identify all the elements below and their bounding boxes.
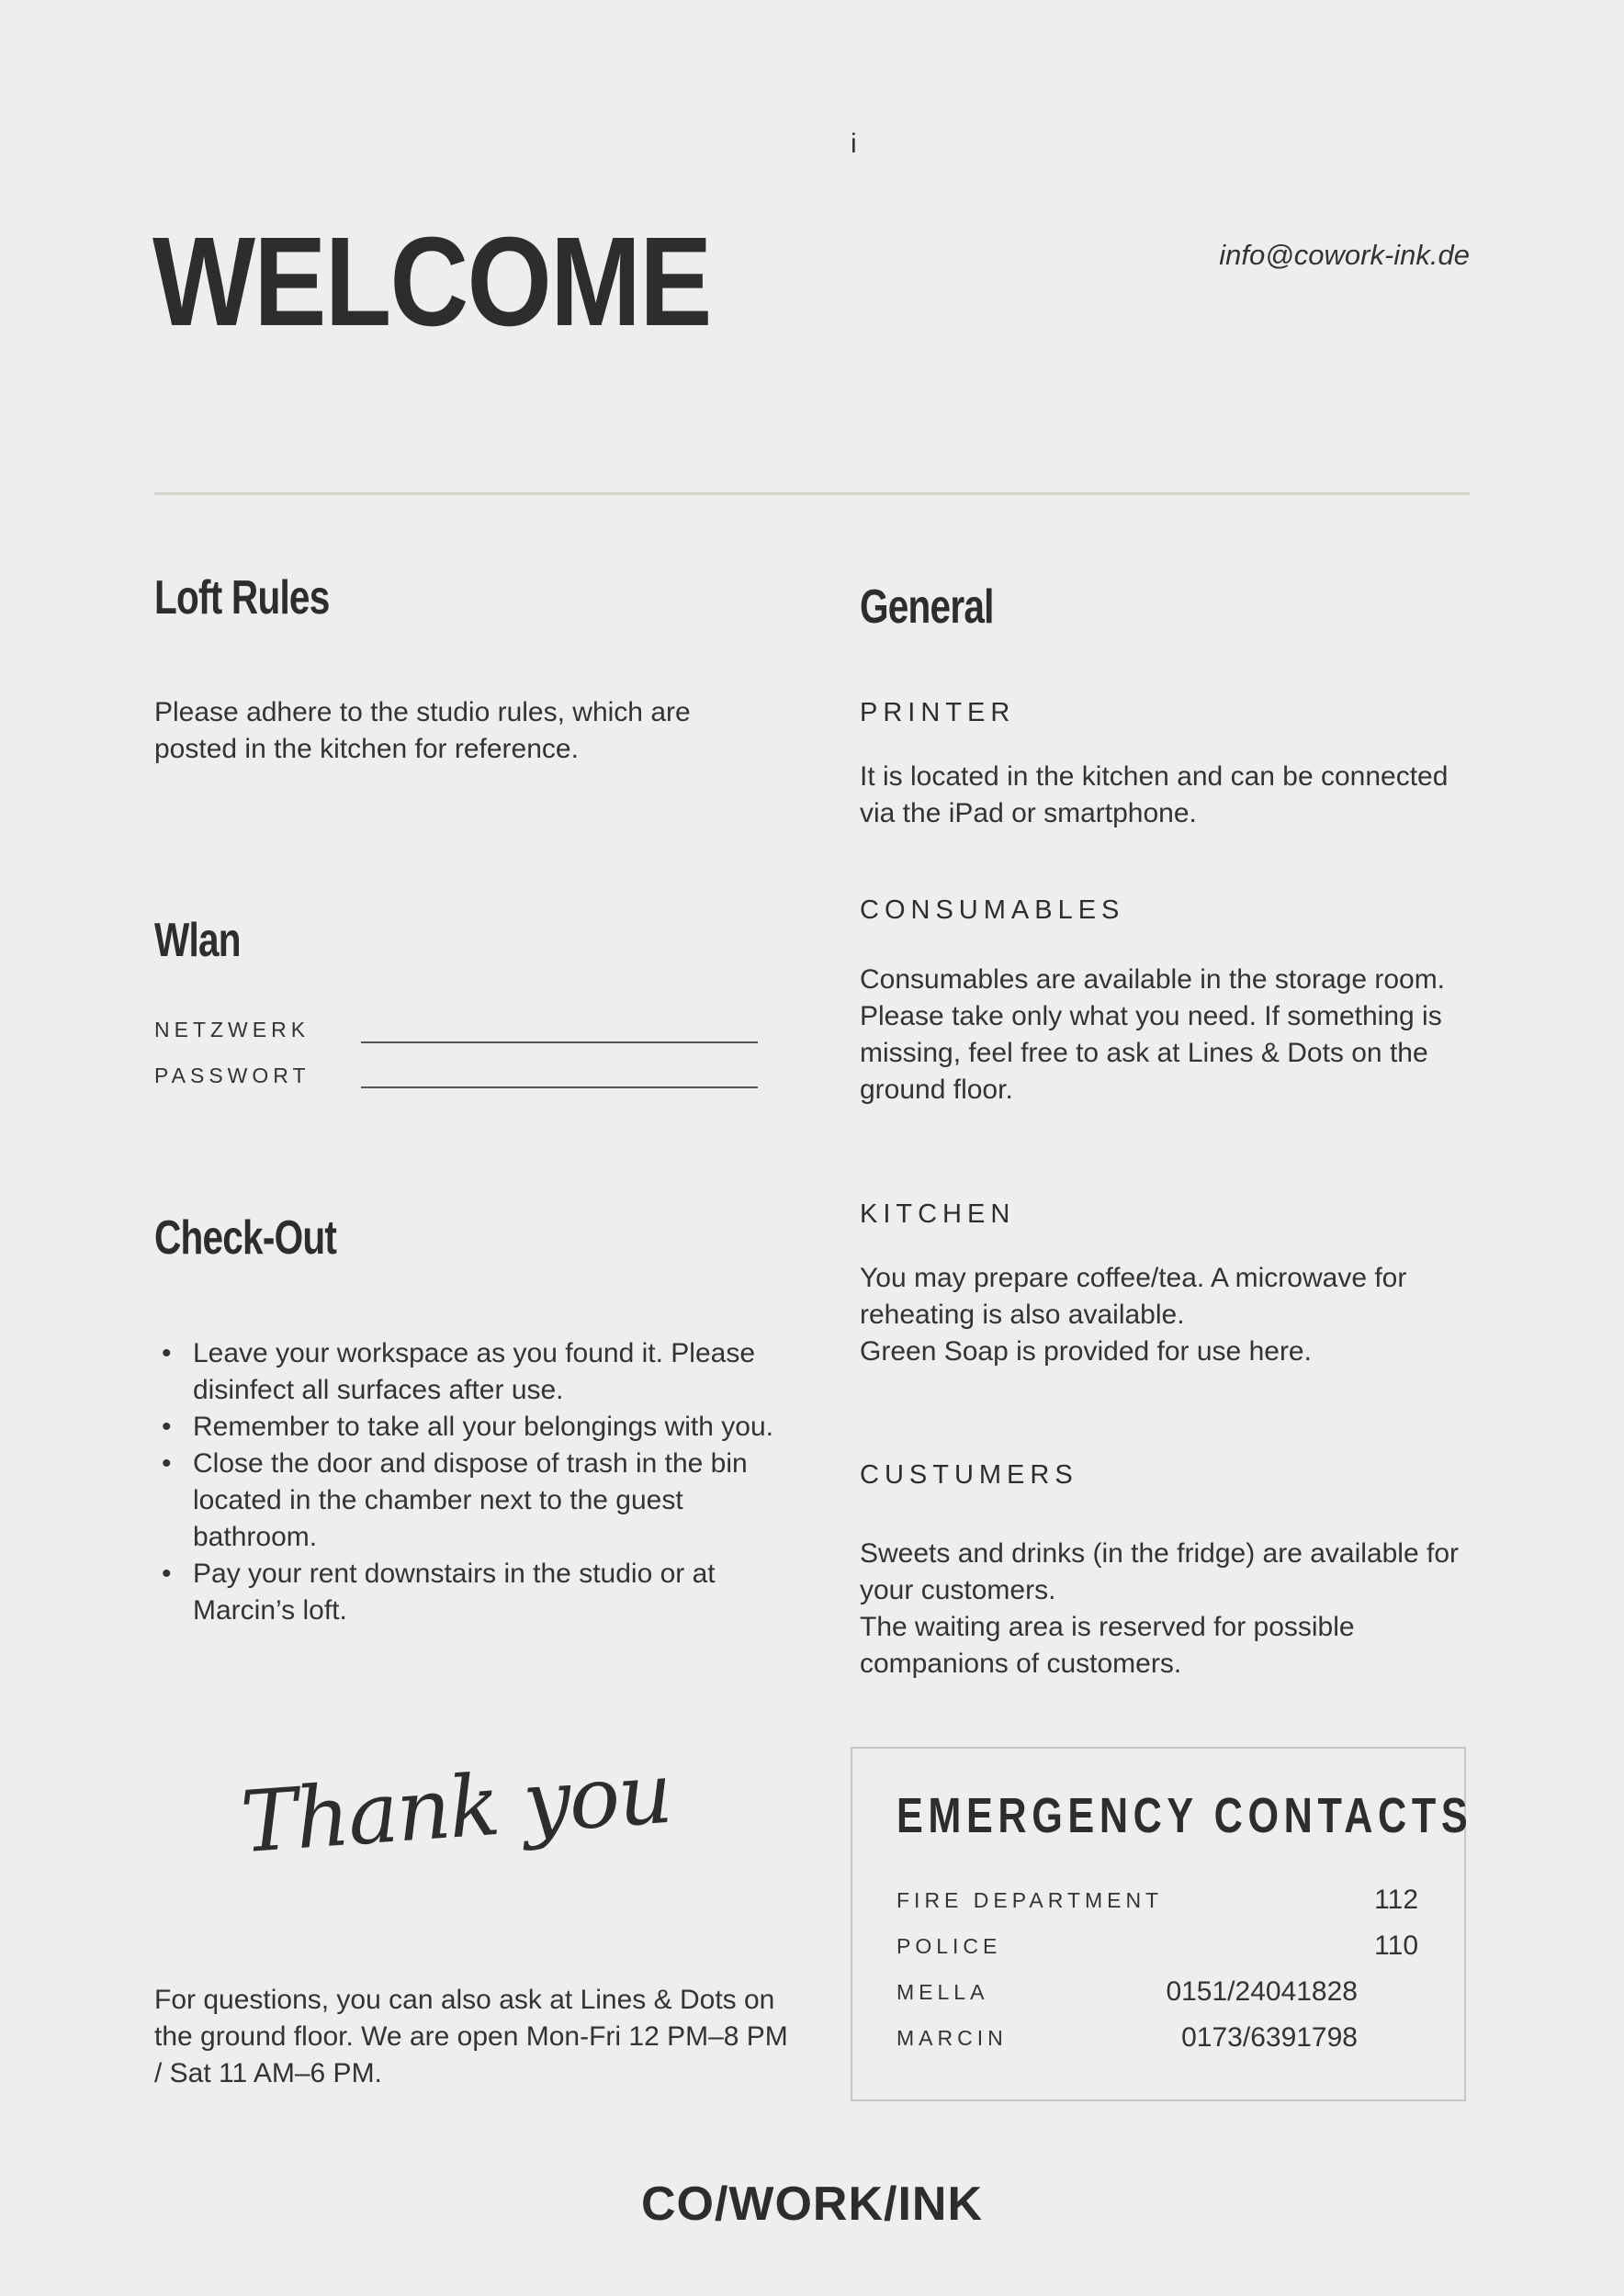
customers-text-line: Sweets and drinks (in the fridge) are available for your customers. xyxy=(860,1538,1460,1605)
printer-text: It is located in the kitchen and can be connected via the iPad or smartphone. xyxy=(860,761,1449,828)
header-divider xyxy=(154,492,1470,495)
consumables-title: CONSUMABLES xyxy=(860,895,1125,925)
questions-text: For questions, you can also ask at Lines & Dots on the ground floor. We are open Mon-Fri 12 PM–8 PM / Sat 11 AM–6 PM. xyxy=(154,1985,788,2088)
kitchen-title: KITCHEN xyxy=(860,1199,1016,1229)
kitchen-text-line: You may prepare coffee/tea. A microwave for reheating is also available. xyxy=(860,1263,1407,1330)
contact-number[interactable]: 112 xyxy=(1374,1885,1418,1915)
page-marker: i xyxy=(851,129,857,159)
brand-logo: CO/WORK/INK xyxy=(640,2178,984,2231)
contact-label: MELLA xyxy=(897,1980,989,2004)
contact-label: FIRE DEPARTMENT xyxy=(897,1888,1164,1912)
emergency-title: EMERGENCY CONTACTS xyxy=(897,1788,1473,1843)
kitchen-text xyxy=(860,1260,1484,1370)
customers-text xyxy=(860,1536,1466,1683)
thank-you-signature: Thank you xyxy=(237,1743,674,1873)
contact-label: POLICE xyxy=(897,1934,1002,1958)
printer-title: PRINTER xyxy=(860,698,1016,727)
contact-number[interactable]: 0173/6391798 xyxy=(1181,2022,1358,2053)
wlan-network-field[interactable] xyxy=(361,1041,758,1043)
kitchen-text-line: Green Soap is provided for use here. xyxy=(860,1336,1312,1367)
list-item: • Leave your workspace as you found it. Please disinfect all surfaces after use. xyxy=(154,1335,779,1409)
contact-number[interactable]: 0151/24041828 xyxy=(1166,1976,1358,2007)
contact-label: MARCIN xyxy=(897,2026,1008,2050)
wlan-heading: Wlan xyxy=(154,914,241,967)
customers-text-line: The waiting area is reserved for possible companions of customers. xyxy=(860,1612,1355,1679)
wlan-password-label: PASSWORT xyxy=(154,1064,310,1087)
list-item: • Pay your rent downstairs in the studio or at Marcin’s loft. xyxy=(154,1556,779,1629)
contact-row xyxy=(897,2022,1418,2059)
page-title: WELCOME xyxy=(152,211,711,353)
contact-row xyxy=(897,1885,1418,1921)
list-item: • Remember to take all your belongings with you. xyxy=(154,1409,779,1446)
contact-number[interactable]: 110 xyxy=(1374,1930,1418,1961)
contact-email[interactable]: info@cowork-ink.de xyxy=(1219,239,1470,271)
list-item: • Close the door and dispose of trash in the bin located in the chamber next to the guest bathroom. xyxy=(154,1446,779,1556)
customers-title: CUSTUMERS xyxy=(860,1460,1078,1490)
general-heading: General xyxy=(860,580,994,634)
consumables-text: Consumables are available in the storage room. Please take only what you need. If something is missing, feel free to ask at Lines & Dots on the ground floor. xyxy=(860,964,1446,1105)
contact-row xyxy=(897,1976,1418,2013)
contact-row xyxy=(897,1930,1418,1967)
wlan-network-label: NETZWERK xyxy=(154,1018,310,1041)
loft-rules-text: Please adhere to the studio rules, which are posted in the kitchen for reference. xyxy=(154,697,691,764)
emergency-contacts-box xyxy=(851,1747,1473,2101)
loft-rules-heading: Loft Rules xyxy=(154,571,330,625)
wlan-password-field[interactable] xyxy=(361,1086,758,1088)
checkout-list xyxy=(154,1335,779,1629)
checkout-heading: Check-Out xyxy=(154,1211,337,1265)
